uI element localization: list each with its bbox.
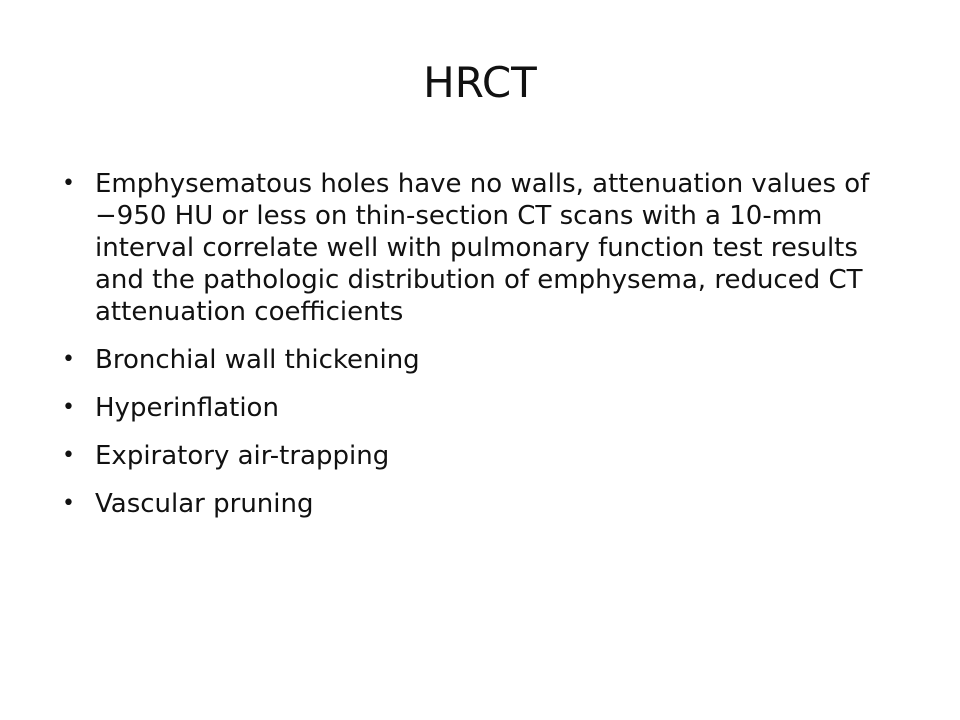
bullet-item-emphysematous-holes [62, 168, 912, 328]
bullet-item-bronchial-wall-thickening [62, 344, 912, 376]
bullet-item-expiratory-air-trapping [62, 440, 912, 472]
slide-title: HRCT [423, 58, 537, 107]
bullet-text: Hyperinflation [95, 393, 279, 423]
bullet-item-vascular-pruning [62, 488, 912, 520]
bullet-icon: • [62, 395, 75, 420]
bullet-icon: • [62, 491, 75, 516]
bullet-icon: • [62, 443, 75, 468]
bullet-text: Expiratory air-trapping [95, 441, 390, 471]
bullet-icon: • [62, 171, 75, 196]
bullet-item-hyperinflation [62, 392, 912, 424]
bullet-text: Vascular pruning [95, 489, 314, 519]
bullet-text: Emphysematous holes have no walls, attenuation values of −950 HU or less on thin-section CT scans with a 10-mm interval correlate well with pulmonary function test results and the pathologic distribution of emphysema, reduced CT attenuation coefficients [95, 169, 870, 327]
bullet-text: Bronchial wall thickening [95, 345, 420, 375]
bullet-icon: • [62, 347, 75, 372]
bullet-list [62, 168, 912, 520]
